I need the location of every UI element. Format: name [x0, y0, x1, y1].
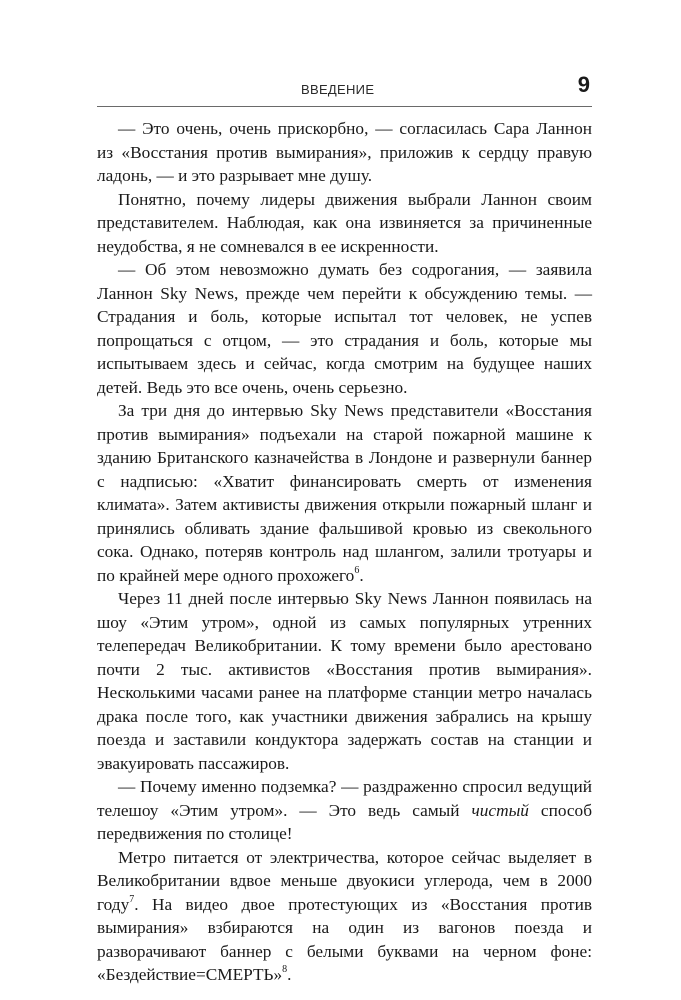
paragraph-text: способ передвижения по столице!: [97, 800, 592, 843]
page-number: 9: [577, 72, 590, 97]
paragraph-text: — Об этом невозможно думать без содрогания, — заявила Ланнон Sky News, прежде чем перейти к обсуждению темы. — Страдания и боль, которые испытал тот человек, не успев попрощаться с отцом, — это страдания и боль, которые мы испытываем здесь и сейчас, когда смотрим на будущее наших детей. Ведь это все очень, очень серьезно.: [97, 260, 592, 397]
paragraph-text: Через 11 дней после интервью Sky News Ланнон появилась на шоу «Этим утром», одной из самых популярных утренних телепередач Великобритании. К тому времени было арестовано почти 2 тыс. активистов «Восстания против вымирания». Несколькими часами ранее на платформе станции метро началась драка после того, как участники движения забрались на крышу поезда и заставили кондуктора задержать состав на станции и эвакуировать пассажиров.: [97, 589, 592, 773]
paragraph: [97, 188, 592, 259]
paragraph: [97, 775, 592, 846]
paragraph: [97, 258, 592, 399]
section-title: ВВЕДЕНИЕ: [301, 82, 375, 97]
footnote-ref[interactable]: 8: [282, 964, 288, 976]
running-header: [97, 72, 592, 107]
paragraph-text: За три дня до интервью Sky News представители «Восстания против вымирания» подъехали на старой пожарной машине к зданию Британского казначейства в Лондоне и развернули баннер с надписью: «Хватит финансировать смерть от изменения климата». Затем активисты движения открыли пожарный шланг и принялись обливать здание фальшивой кровью из свекольного сока. Однако, потеряв контроль над шлангом, залили тротуары и по крайней мере одного прохожего: [97, 401, 592, 585]
paragraph: [97, 117, 592, 188]
footnote-ref[interactable]: 7: [129, 893, 135, 905]
paragraph: [97, 846, 592, 987]
paragraph: [97, 587, 592, 775]
footnote-ref[interactable]: 6: [354, 564, 360, 576]
paragraph-text: Понятно, почему лидеры движения выбрали Ланнон своим представителем. Наблюдая, как она извиняется за причиненные неудобства, я не сомневался в ее искренности.: [97, 189, 592, 256]
paragraph-text: .: [287, 965, 292, 984]
paragraph-text: — Почему именно подземка? — раздраженно спросил ведущий телешоу «Этим утром». — Это ведь самый: [97, 777, 592, 820]
body-text: [97, 117, 592, 987]
paragraph-text: — Это очень, очень прискорбно, — согласилась Сара Ланнон из «Восстания против вымирания», приложив к сердцу правую ладонь, — и это разрывает мне душу.: [97, 119, 592, 185]
paragraph-text: Метро питается от электричества, которое сейчас выделяет в Великобритании вдвое меньше двуокиси углерода, чем в 2000 году: [97, 847, 592, 914]
paragraph: За три дня до интервью Sky News представители «Восстания против вымирания» подъехали на старой пожарной машине к зданию Британского казначейства в Лондоне и развернули баннер с надписью: «Хватит финансировать смерть от изменения климата». Затем активисты движения открыли пожарный шланг и принялись обливать здание фальшивой кровью из свекольного сока. Однако, потеряв контроль над шлангом, залили тротуары и по крайней мере одного прохожего$^6$.: [97, 401, 592, 585]
emphasized-word: чистый: [471, 800, 529, 820]
paragraph-text: . На видео двое протестующих из «Восстания против вымирания» взбираются на один из вагонов поезда и разворачивают баннер с белыми буквами на черном фоне: «Бездействие=СМЕРТЬ»: [97, 894, 592, 984]
